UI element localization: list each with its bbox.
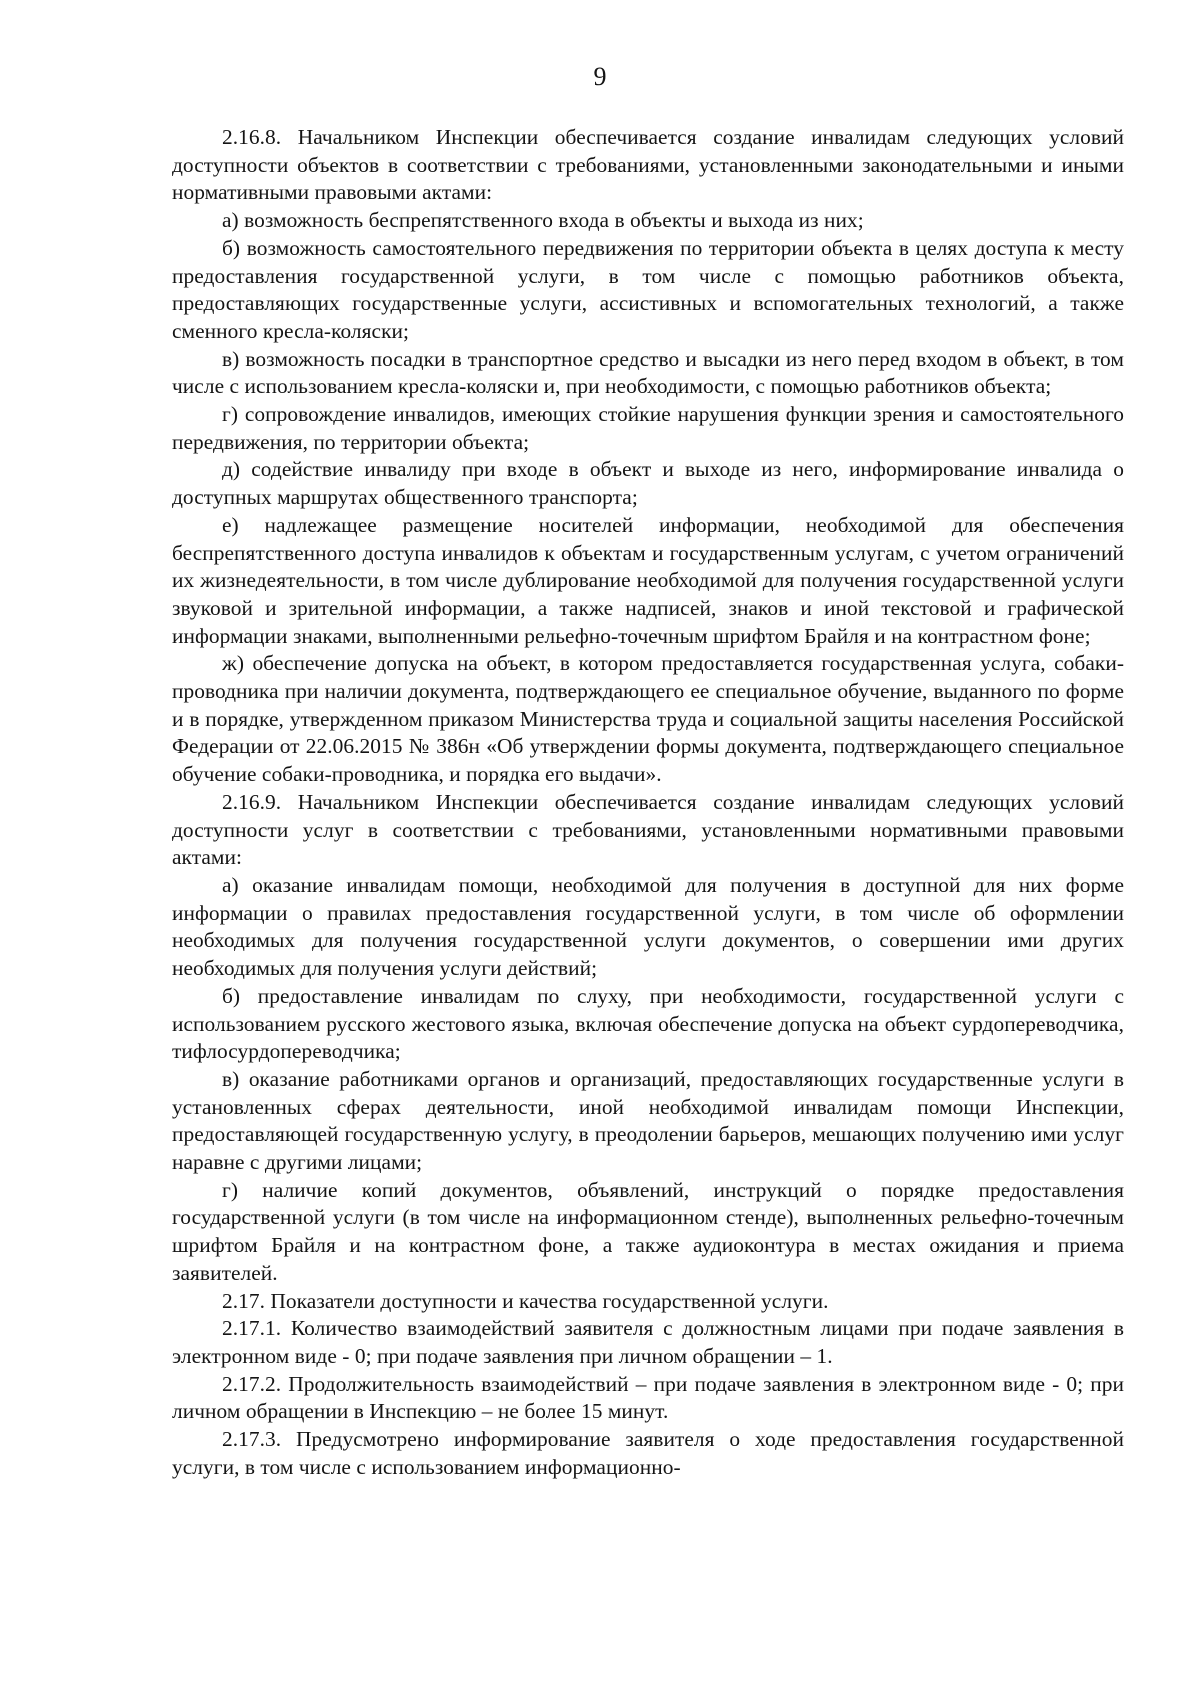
paragraph-2-17-3: 2.17.3. Предусмотрено информирование заявителя о ходе предоставления государственной услуги, в том числе с использованием информационно- <box>172 1427 1124 1479</box>
page-number: 9 <box>593 62 607 91</box>
paragraph-2-16-9-b: б) предоставление инвалидам по слуху, при необходимости, государственной услуги с использованием русского жестового языка, включая обеспечение допуска на объект сурдопереводчика, тифлосурдопереводчика; <box>172 983 1124 1064</box>
paragraph-2-16-8-d: д) содействие инвалиду при входе в объект и выходе из него, информирование инвалида о доступных маршрутах общественного транспорта; <box>172 457 1124 510</box>
paragraph-2-17-2: 2.17.2. Продолжительность взаимодействий – при подаче заявления в электронном виде - 0; при личном обращении в Инспекцию – не более 15 минут. <box>172 1371 1124 1424</box>
paragraph-2-16-8-e: е) надлежащее размещение носителей информации, необходимой для обеспечения беспрепятственного доступа инвалидов к объектам и государственным услугам, с учетом ограничений их жизнедеятельности, в том числе дублирование необходимой для получения государственной услуги звуковой и зрительной информации, а также надписей, знаков и иной текстовой и графической информации знаками, выполненными рельефно-точечным шрифтом Брайля и на контрастном фоне; <box>172 512 1124 648</box>
paragraph-2-16-8-zh: ж) обеспечение допуска на объект, в котором предоставляется государственная услуга, собаки-проводника при наличии документа, подтверждающего ее специальное обучение, выданного по форме и в порядке, утвержденном приказом Министерства труда и социальной защиты населения Российской Федерации от 22.06.2015 № 386н «Об утверждении формы документа, подтверждающего специальное обучение собаки-проводника, и порядка его выдачи». <box>172 651 1124 787</box>
document-body <box>172 124 1124 1481</box>
paragraph-2-16-8-b: б) возможность самостоятельного передвижения по территории объекта в целях доступа к месту предоставления государственной услуги, в том числе с помощью работников объекта, предоставляющих государственные услуги, ассистивных и вспомогательных технологий, а также сменного кресла-коляски; <box>172 235 1124 343</box>
paragraph-2-16-8-v: в) возможность посадки в транспортное средство и высадки из него перед входом в объект, в том числе с использованием кресла-коляски и, при необходимости, с помощью работников объекта; <box>172 346 1124 399</box>
paragraph-2-16-9-g: г) наличие копий документов, объявлений, инструкций о порядке предоставления государственной услуги (в том числе на информационном стенде), выполненных рельефно-точечным шрифтом Брайля и на контрастном фоне, а также аудиоконтура в местах ожидания и приема заявителей. <box>172 1177 1124 1285</box>
paragraph-2-16-8: 2.16.8. Начальником Инспекции обеспечивается создание инвалидам следующих условий доступности объектов в соответствии с требованиями, установленными законодательными и иными нормативными правовыми актами: <box>172 125 1124 205</box>
paragraph-2-17-1: 2.17.1. Количество взаимодействий заявителя с должностным лицами при подаче заявления в электронном виде - 0; при подаче заявления при личном обращении – 1. <box>172 1316 1124 1368</box>
paragraph-2-16-9: 2.16.9. Начальником Инспекции обеспечивается создание инвалидам следующих условий доступности услуг в соответствии с требованиями, установленными нормативными правовыми актами: <box>172 789 1124 870</box>
paragraph-2-17: 2.17. Показатели доступности и качества государственной услуги. <box>222 1288 829 1313</box>
paragraph-2-16-8-a: а) возможность беспрепятственного входа в объекты и выхода из них; <box>222 208 864 233</box>
paragraph-2-16-8-g: г) сопровождение инвалидов, имеющих стойкие нарушения функции зрения и самостоятельного передвижения, по территории объекта; <box>172 402 1124 454</box>
paragraph-2-16-9-v: в) оказание работниками органов и организаций, предоставляющих государственные услуги в установленных сферах деятельности, иной необходимой инвалидам помощи Инспекции, предоставляющей государственную услугу, в преодолении барьеров, мешающих получению ими услуг наравне с другими лицами; <box>172 1066 1124 1175</box>
paragraph-2-16-9-a: а) оказание инвалидам помощи, необходимой для получения в доступной для них форме информации о правилах предоставления государственной услуги, в том числе об оформлении необходимых для получения государственной услуги документов, о совершении ими других необходимых для получения услуги действий; <box>172 872 1124 981</box>
